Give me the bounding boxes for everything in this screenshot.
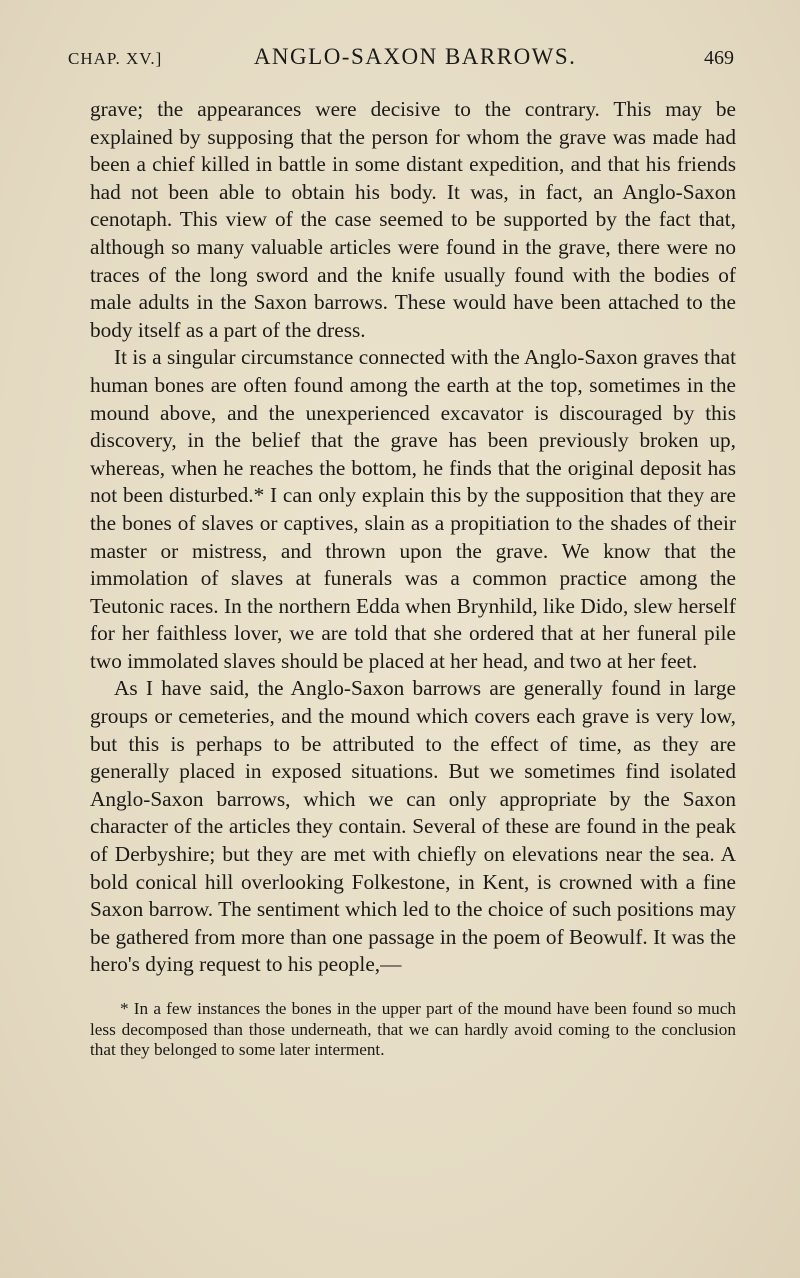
footnote: * In a few instances the bones in the upper part of the mound have been found so much less decomposed than those underneath, that we can hardly avoid coming to the conclusion that they belonged to some later interment. bbox=[90, 999, 736, 1059]
body-text bbox=[90, 96, 736, 979]
page-number: 469 bbox=[704, 47, 734, 69]
paragraph-3: As I have said, the Anglo-Saxon barrows are generally found in large groups or cemeteries, and the mound which covers each grave is very low, but this is perhaps to be attributed to the effect of time, as they are generally placed in exposed situations. But we sometimes find isolated Anglo-Saxon barrows, which we can only appropriate by the Saxon character of the articles they contain. Several of these are found in the peak of Derbyshire; but they are met with chiefly on elevations near the sea. A bold conical hill overlooking Folkestone, in Kent, is crowned with a fine Saxon barrow. The sentiment which led to the choice of such positions may be gathered from more than one passage in the poem of Beowulf. It was the hero's dying request to his people,— bbox=[90, 676, 736, 977]
paragraph-1: grave; the appearances were decisive to the contrary. This may be explained by supposing that the person for whom the grave was made had been a chief killed in battle in some distant expedition, and that his friends had not been able to obtain his body. It was, in fact, an Anglo-Saxon cenotaph. This view of the case seemed to be supported by the fact that, although so many valuable articles were found in the grave, there were no traces of the long sword and the knife usually found with the bodies of male adults in the Saxon barrows. These would have been attached to the body itself as a part of the dress. bbox=[90, 97, 736, 342]
running-title: ANGLO-SAXON BARROWS. bbox=[253, 44, 577, 69]
paragraph-2: It is a singular circumstance connected with the Anglo-Saxon graves that human bones are often found among the earth at the top, sometimes in the mound above, and the unexperienced excavator is discouraged by this discovery, in the belief that the grave has been previously broken up, whereas, when he reaches the bottom, he finds that the original deposit has not been disturbed.* I can only explain this by the supposition that they are the bones of slaves or captives, slain as a propitiation to the shades of their master or mistress, and thrown upon the grave. We know that the immolation of slaves at funerals was a common practice among the Teutonic races. In the northern Edda when Brynhild, like Dido, slew herself for her faithless lover, we are told that she ordered that at her funeral pile two immolated slaves should be placed at her head, and two at her feet. bbox=[90, 345, 736, 673]
chapter-marker: CHAP. XV.] bbox=[68, 49, 163, 68]
running-head bbox=[68, 44, 734, 74]
